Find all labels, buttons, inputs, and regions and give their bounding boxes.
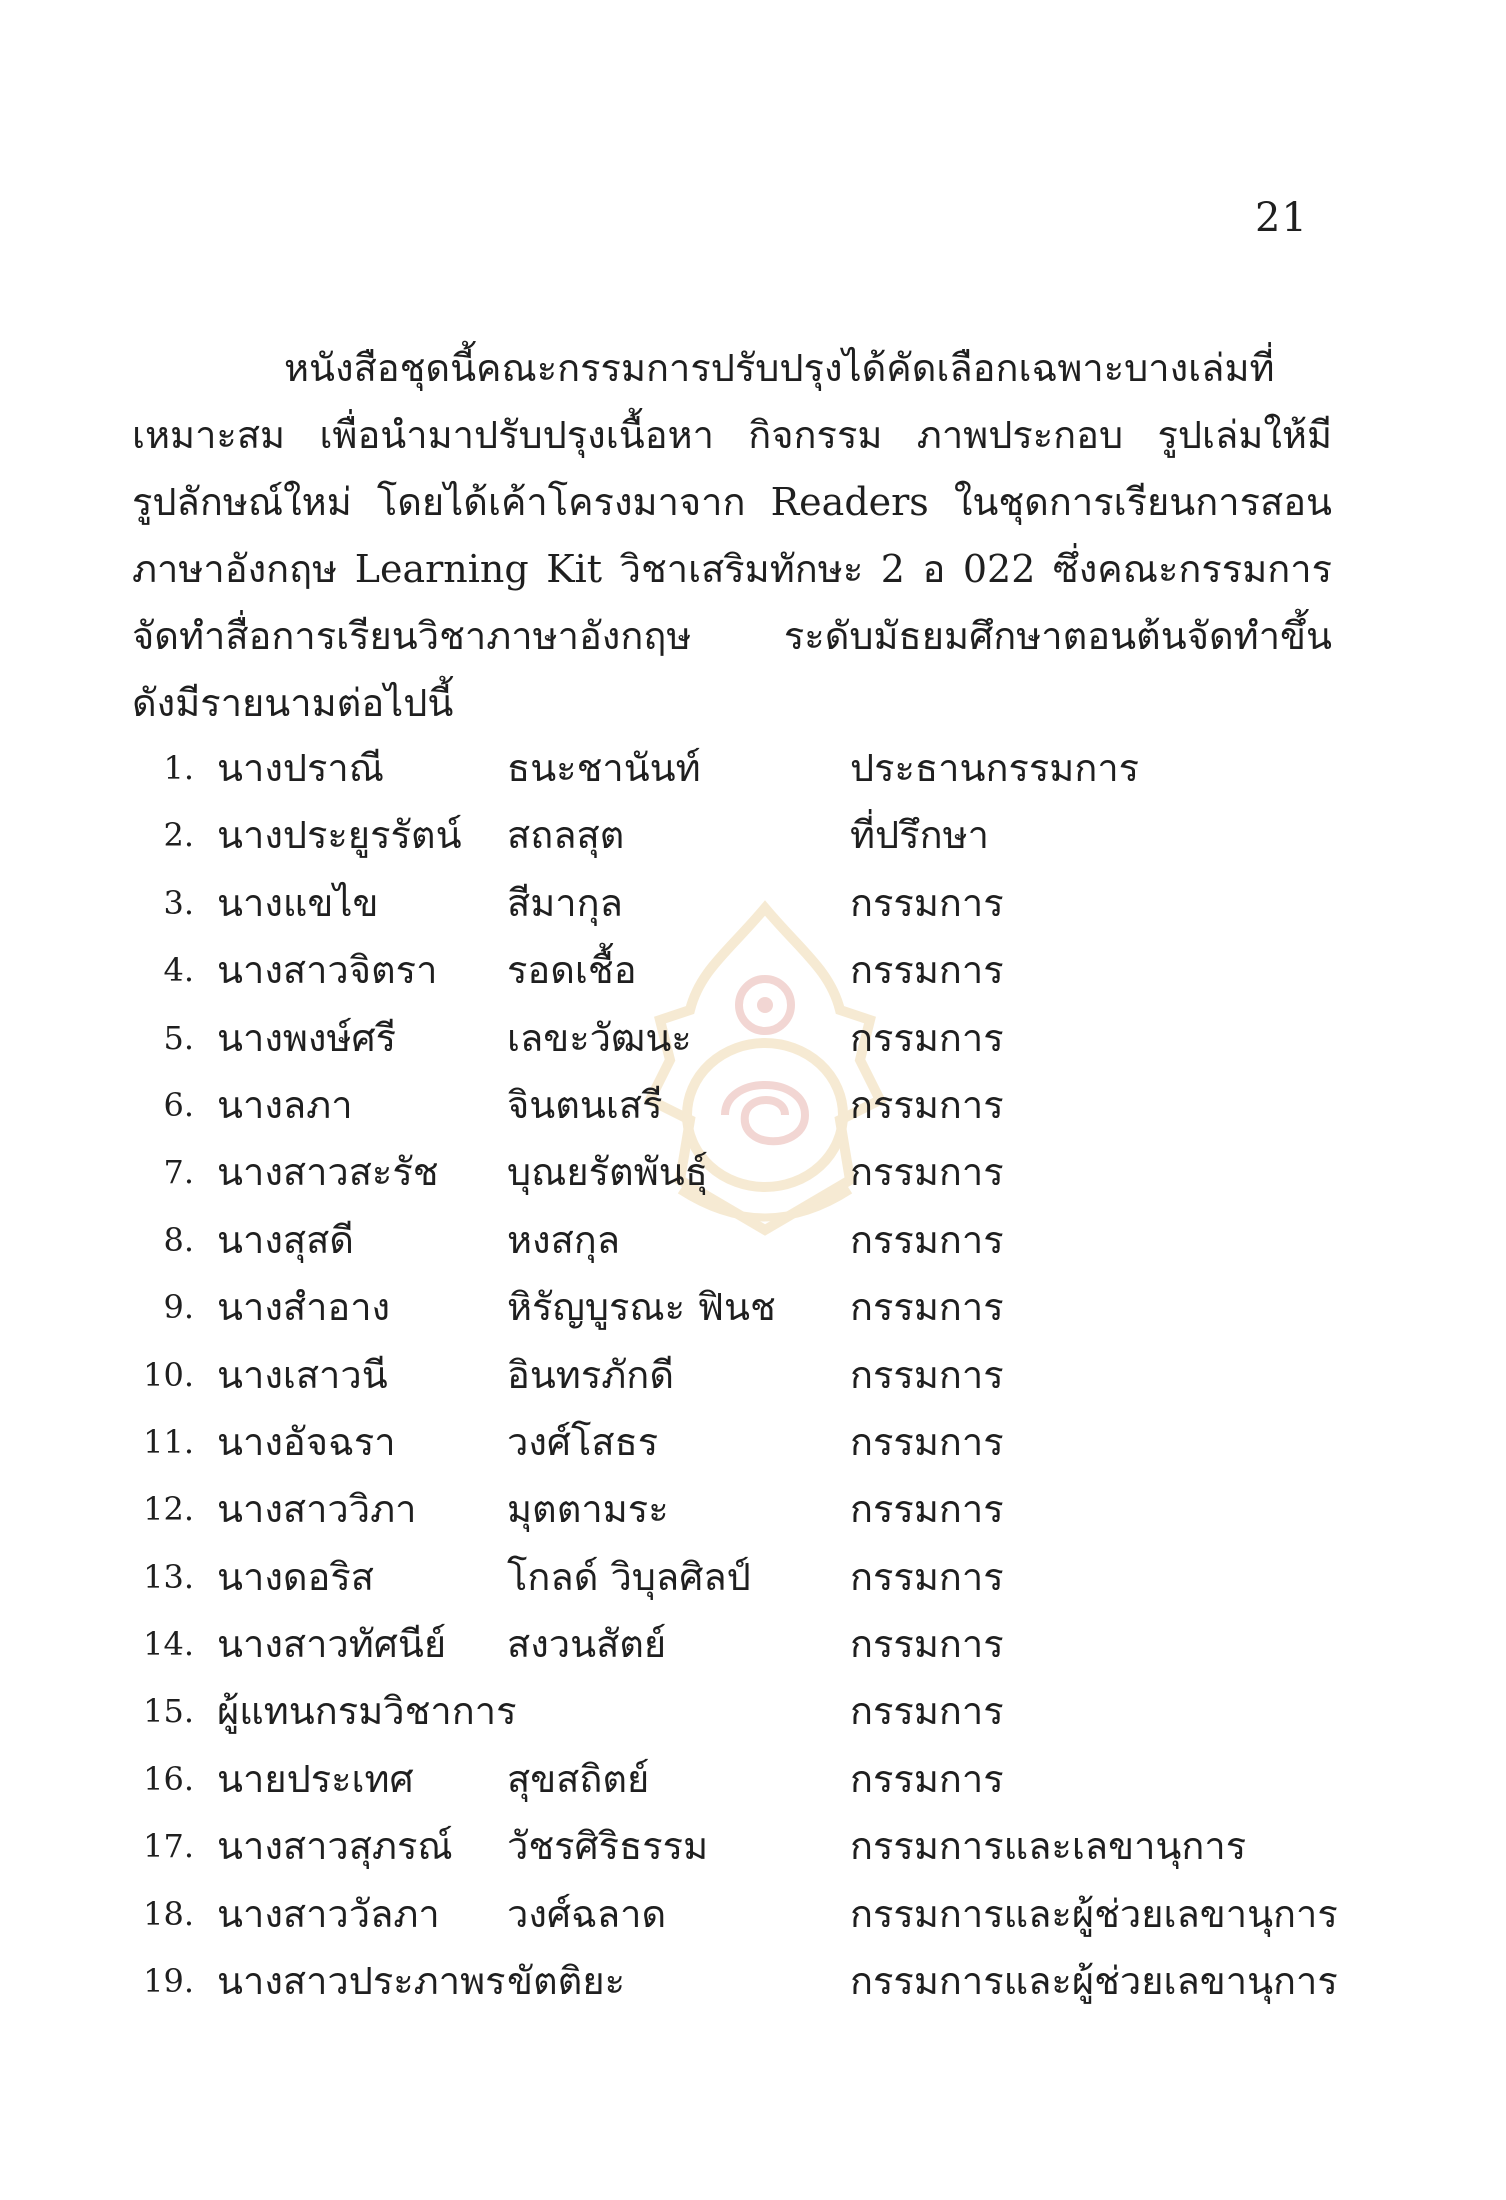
list-item: [132, 735, 1332, 802]
member-first-name: นางปราณี: [217, 746, 384, 790]
member-role: กรรมการ: [850, 1015, 1004, 1060]
member-first-name: นางสาวจิตรา: [217, 948, 438, 993]
item-number: 6.: [163, 1085, 194, 1124]
member-role: กรรมการและผู้ช่วยเลขานุการ: [850, 1891, 1338, 1936]
member-role: กรรมการ: [850, 1756, 1004, 1801]
member-last-name: บุณยรัตพันธุ์: [507, 1150, 708, 1195]
paragraph-line: รูปลักษณ์ใหม่ โดยได้เค้าโครงมาจาก Readers ในชุดการเรียนการสอน: [132, 480, 1332, 524]
committee-member-list: [132, 735, 1338, 2015]
member-first-name: นายประเทศ: [217, 1756, 414, 1801]
member-last-name: วงศ์โสธร: [507, 1419, 659, 1464]
member-first-name: ผู้แทนกรมวิชาการ: [217, 1689, 517, 1734]
member-role: กรรมการ: [850, 1352, 1004, 1397]
member-last-name: หิรัญบูรณะ ฟินช: [507, 1285, 776, 1330]
member-role: กรรมการและผู้ช่วยเลขานุการ: [850, 1959, 1338, 2004]
member-last-name: สีมากุล: [507, 880, 623, 925]
item-number: 3.: [163, 883, 194, 922]
list-item: [132, 1005, 1332, 1072]
item-number: 5.: [163, 1018, 194, 1057]
member-first-name: นางแขไข: [217, 880, 379, 925]
item-number: 7.: [163, 1153, 194, 1192]
item-number: 8.: [163, 1220, 194, 1259]
item-number: 12.: [143, 1490, 194, 1529]
item-number: 14.: [143, 1625, 194, 1664]
member-role: ที่ปรึกษา: [850, 813, 989, 858]
paragraph-line: ดังมีรายนามต่อไปนี้: [132, 681, 454, 725]
item-number: 13.: [143, 1557, 194, 1596]
member-role: กรรมการ: [850, 1554, 1004, 1599]
member-first-name: นางสาววัลภา: [217, 1891, 440, 1936]
list-item: [132, 1881, 1338, 1948]
member-role: กรรมการ: [850, 1689, 1004, 1734]
item-number: 17.: [143, 1827, 194, 1866]
member-last-name: ขัตติยะ: [507, 1959, 626, 2004]
member-first-name: นางพงษ์ศรี: [217, 1015, 397, 1060]
paragraph-line: เหมาะสม เพื่อนำมาปรับปรุงเนื้อหา กิจกรรม ภาพประกอบ รูปเล่มให้มี: [132, 413, 1332, 457]
paragraph-line: หนังสือชุดนี้คณะกรรมการปรับปรุงได้คัดเลือกเฉพาะบางเล่มที่: [284, 346, 1275, 390]
member-role: กรรมการ: [850, 1150, 1004, 1195]
list-item: [132, 1544, 1332, 1611]
member-last-name: สถลสุต: [507, 813, 625, 858]
member-role: กรรมการ: [850, 1419, 1004, 1464]
member-first-name: นางสาวสุภรณ์: [217, 1824, 453, 1869]
list-item: [132, 1274, 1332, 1341]
list-item: [132, 1342, 1332, 1409]
list-item: [132, 1139, 1332, 1206]
list-item: [132, 1072, 1332, 1139]
member-first-name: นางสาววิภา: [217, 1487, 417, 1532]
list-item: [132, 1948, 1338, 2015]
paragraph-line: ภาษาอังกฤษ Learning Kit วิชาเสริมทักษะ 2 อ 022 ซึ่งคณะกรรมการ: [132, 547, 1332, 591]
member-first-name: นางอัจฉรา: [217, 1419, 396, 1464]
list-item: [132, 1476, 1332, 1543]
member-first-name: นางดอริส: [217, 1554, 374, 1599]
member-last-name: โกลด์ วิบุลศิลป์: [507, 1554, 751, 1599]
list-item: [132, 937, 1332, 1004]
list-item: [132, 870, 1332, 937]
member-role: กรรมการ: [850, 880, 1004, 925]
member-role: ประธานกรรมการ: [850, 746, 1140, 790]
item-number: 10.: [143, 1355, 194, 1394]
item-number: 15.: [143, 1692, 194, 1731]
list-item: [132, 1813, 1332, 1880]
item-number: 2.: [163, 816, 194, 855]
member-first-name: นางประยูรรัตน์: [217, 813, 462, 858]
member-role: กรรมการ: [850, 1487, 1004, 1532]
item-number: 18.: [143, 1894, 194, 1933]
member-role: กรรมการ: [850, 948, 1004, 993]
member-first-name: นางสุสดี: [217, 1217, 354, 1262]
item-number: 4.: [163, 951, 194, 990]
intro-paragraph: [132, 335, 1332, 737]
member-first-name: นางสำอาง: [217, 1285, 391, 1330]
item-number: 16.: [143, 1759, 194, 1798]
member-last-name: ธนะชานันท์: [507, 746, 701, 790]
member-role: กรรมการ: [850, 1285, 1004, 1330]
member-first-name: นางลภา: [217, 1082, 353, 1127]
list-item: [132, 1409, 1332, 1476]
member-role: กรรมการ: [850, 1217, 1004, 1262]
member-last-name: สุขสถิตย์: [507, 1756, 650, 1801]
member-last-name: จินตนเสรี: [507, 1082, 663, 1127]
item-number: 1.: [163, 749, 194, 787]
member-first-name: นางสาวสะรัช: [217, 1150, 439, 1195]
member-first-name: นางสาวประภาพร: [217, 1959, 506, 2004]
paragraph-line: จัดทำสื่อการเรียนวิชาภาษาอังกฤษ ระดับมัธยมศึกษาตอนต้นจัดทำขึ้น: [132, 614, 1332, 658]
list-item: [132, 1746, 1332, 1813]
member-last-name: หงสกุล: [507, 1217, 621, 1262]
member-role: กรรมการ: [850, 1082, 1004, 1127]
item-number: 9.: [163, 1288, 194, 1327]
member-first-name: นางสาวทัศนีย์: [217, 1622, 447, 1667]
member-last-name: เลขะวัฒนะ: [507, 1015, 692, 1060]
list-item: [132, 1611, 1332, 1678]
member-last-name: รอดเชื้อ: [507, 948, 637, 993]
member-role: กรรมการและเลขานุการ: [850, 1824, 1247, 1869]
member-last-name: อินทรภักดี: [507, 1352, 674, 1397]
member-last-name: สงวนสัตย์: [507, 1622, 667, 1667]
member-role: กรรมการ: [850, 1622, 1004, 1667]
member-last-name: วงศ์ฉลาด: [507, 1891, 667, 1936]
list-item: [132, 1678, 1332, 1745]
item-number: 11.: [143, 1422, 194, 1461]
member-last-name: มุตตามระ: [507, 1487, 669, 1532]
list-item: [132, 802, 1332, 869]
page-number: 21: [1255, 195, 1308, 241]
list-item: [132, 1207, 1332, 1274]
item-number: 19.: [143, 1962, 194, 2001]
member-first-name: นางเสาวนี: [217, 1352, 388, 1397]
member-last-name: วัชรศิริธรรม: [507, 1824, 709, 1869]
